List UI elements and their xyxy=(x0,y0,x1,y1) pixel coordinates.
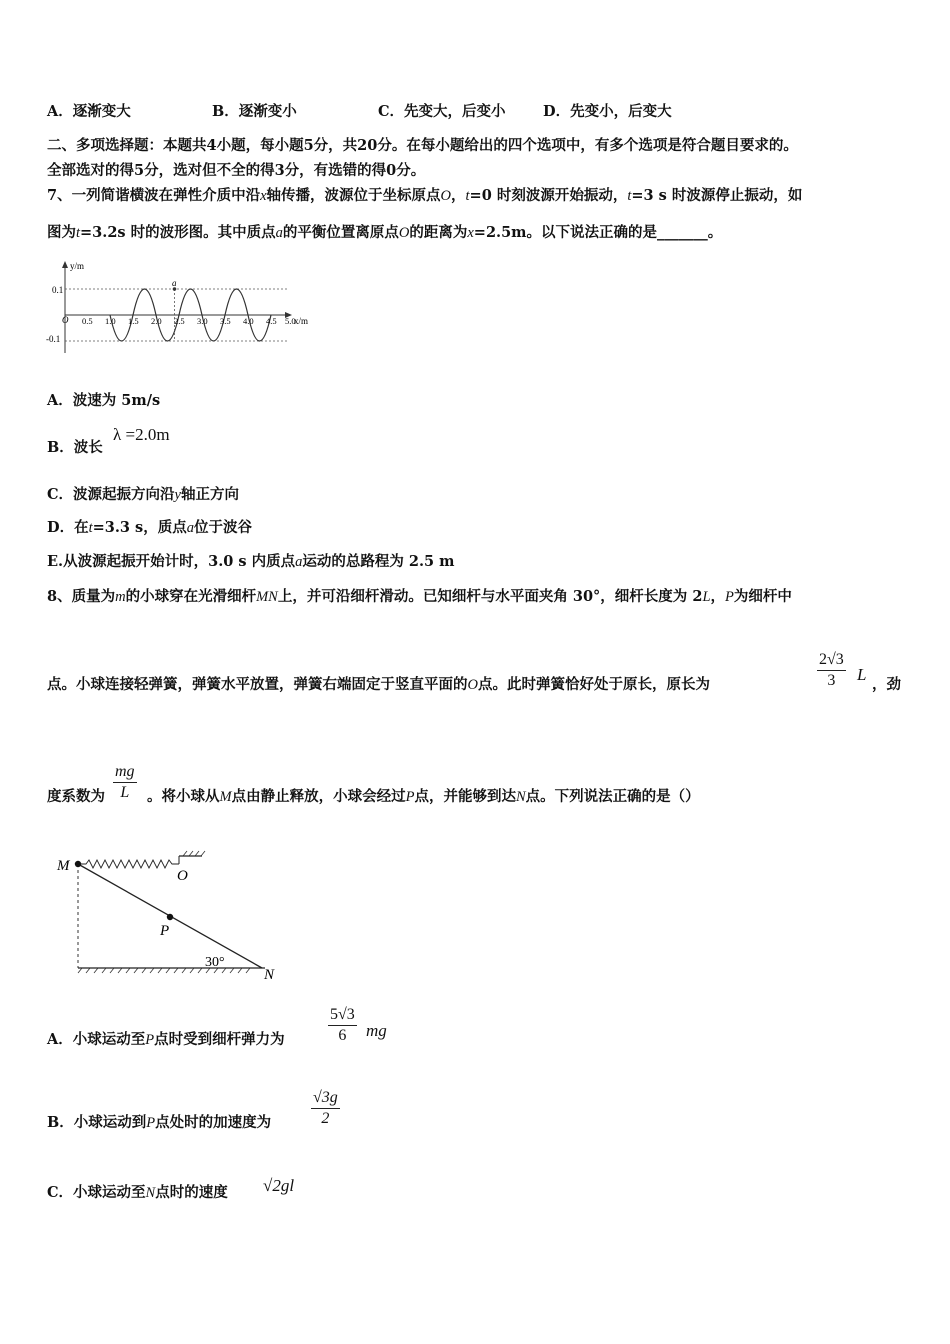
spring xyxy=(78,860,179,868)
x-tick-label: 4.0 xyxy=(243,316,254,326)
q8-option-c-formula: √2gl xyxy=(263,1176,295,1195)
q7-option-b-formula: λ =2.0m xyxy=(113,425,170,444)
label-angle: 30° xyxy=(205,955,225,970)
x-tick-label: 4.5 xyxy=(266,316,277,326)
x-tick-label: 2.0 xyxy=(151,316,162,326)
q8-spring-length-fraction: 2√3 3 xyxy=(819,651,844,689)
q8-incline-diagram xyxy=(52,846,287,986)
q8-option-a: A．小球运动至P点时受到细杆弹力为 xyxy=(47,1031,285,1048)
q7-option-c: C．波源起振方向沿y轴正方向 xyxy=(47,486,239,503)
q7-wave-graph xyxy=(44,257,329,357)
q8-option-b: B．小球运动到P点处时的加速度为 xyxy=(47,1114,272,1131)
q6-option-b: B．逐渐变小 xyxy=(212,103,297,120)
point-p-marker xyxy=(167,914,173,920)
x-tick-label: 3.5 xyxy=(220,316,231,326)
point-a-label: a xyxy=(172,278,177,288)
y-tick-pos: 0.1 xyxy=(52,285,64,295)
q6-option-a: A．逐渐变大 xyxy=(47,103,131,120)
label-p: P xyxy=(160,923,170,939)
q7-option-a: A．波速为 5m/s xyxy=(47,392,161,409)
x-tick-label: 5.0 xyxy=(285,316,296,326)
label-m: M xyxy=(57,858,70,874)
label-n: N xyxy=(264,967,275,983)
q7-option-e: E.从波源起振开始计时，3.0 s 内质点a运动的总路程为 2.5 m xyxy=(47,553,455,570)
q7-stem-line1: 7、一列简谐横波在弹性介质中沿x轴传播，波源位于坐标原点O，t=0 时刻波源开始振动，t=3 s 时波源停止振动，如 xyxy=(47,187,803,204)
x-tick-label: 1.0 xyxy=(105,316,116,326)
x-tick-labels xyxy=(82,316,296,326)
x-tick-label: 3.0 xyxy=(197,316,208,326)
q7-stem-line2: 图为t=3.2s 时的波形图。其中质点a的平衡位置离原点O的距离为x=2.5m。以下说法正确的是_______。 xyxy=(47,224,723,241)
y-axis-label: y/m xyxy=(70,261,85,271)
q8-stem-line2-end: ，劲 xyxy=(872,676,901,693)
x-tick-label: 1.5 xyxy=(128,316,139,326)
q8-stem-line3-start: 度系数为 xyxy=(47,788,105,805)
q8-stem-line2: 点。小球连接轻弹簧，弹簧水平放置，弹簧右端固定于竖直平面的O点。此时弹簧恰好处于原长，原长为 xyxy=(47,676,710,693)
q8-spring-length-L: L xyxy=(857,665,867,684)
q7-option-b: B．波长 xyxy=(47,439,103,456)
section2-heading-line2: 全部选对的得5分，选对但不全的得3分，有选错的得0分。 xyxy=(47,162,426,179)
q6-option-c: C．先变大，后变小 xyxy=(378,103,506,120)
q8-stem-line3: 。将小球从M点由静止释放，小球会经过P点，并能够到达N点。下列说法正确的是（） xyxy=(147,788,700,805)
x-axis-label: x/m xyxy=(294,316,309,326)
y-tick-neg: -0.1 xyxy=(46,334,61,344)
q6-option-d: D．先变小，后变大 xyxy=(543,103,672,120)
q8-option-a-fraction: 5√3 6 xyxy=(330,1006,355,1044)
q8-option-c: C．小球运动至N点时的速度 xyxy=(47,1184,228,1201)
x-tick-label: 0.5 xyxy=(82,316,93,326)
label-o: O xyxy=(177,868,188,884)
x-tick-label: 2.5 xyxy=(174,316,185,326)
q8-option-b-fraction: √3g 2 xyxy=(313,1089,338,1127)
q8-option-a-mg: mg xyxy=(366,1021,387,1040)
ball-m-marker xyxy=(75,861,81,867)
q8-stem-line1: 8、质量为m的小球穿在光滑细杆MN上，并可沿细杆滑动。已知细杆与水平面夹角 30°，细杆长度为 2L，P为细杆中 xyxy=(47,588,792,605)
q7-option-d: D．在t=3.3 s，质点a位于波谷 xyxy=(47,519,252,536)
section2-heading-line1: 二、多项选择题：本题共4小题，每小题5分，共20分。在每小题给出的四个选项中，有多个选项是符合题目要求的。 xyxy=(47,137,798,154)
origin-label: O xyxy=(62,315,69,325)
q8-spring-constant-fraction: mg L xyxy=(115,763,135,801)
